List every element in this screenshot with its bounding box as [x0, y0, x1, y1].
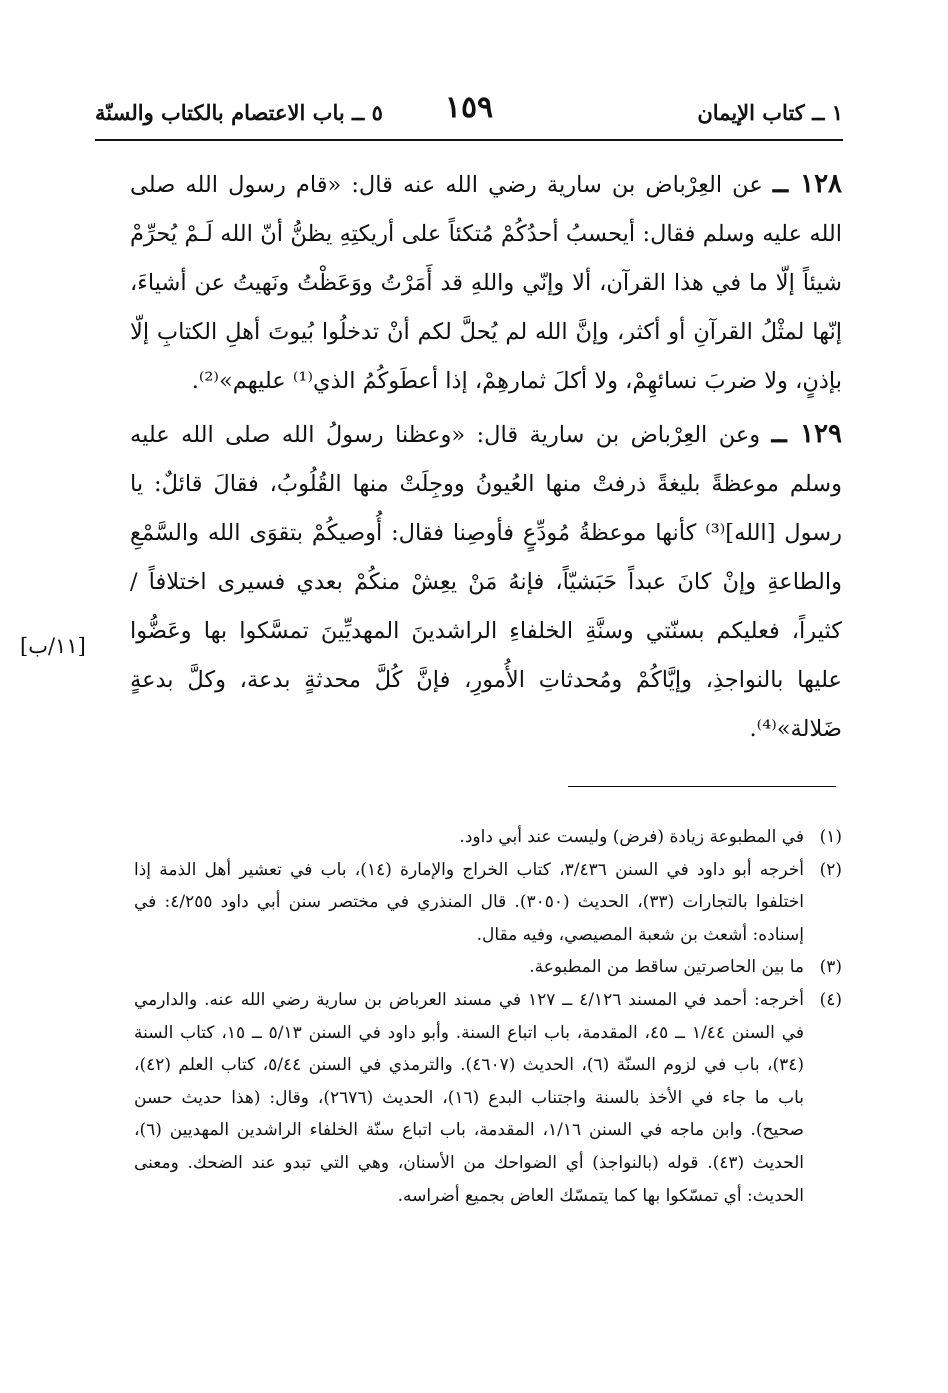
page-number: ١٥٩	[444, 90, 494, 125]
hadith-text: عن العِرْباض بن سارية رضي الله عنه قال: «قام رسول الله صلى الله عليه وسلم فقال: أيحسبُ أحدُكُمْ مُتكئاً على أريكتِهِ يظنُّ أنّ الله لَـمْ يُحرِّمْ شيئاً إلّا ما في هذا القرآن، ألا وإنّي واللهِ قد أَمَرْتُ ووَعَظْتُ ونَهيتُ عن أشياءَ، إنّها لمثْلُ القرآنِ أو أكثر، وإنَّ الله لم يُحلَّ لكم أنْ تدخلُوا بُيوتَ أهلِ الكتابِ إلّا بإذنٍ، ولا ضربَ نسائهِمْ، ولا أكلَ ثمارهِمْ، إذا أعطَوكُمُ الذي⁽¹⁾ عليهم»⁽²⁾.	[130, 172, 842, 394]
footnotes	[134, 821, 842, 1212]
footnote	[134, 854, 842, 952]
hadith-paragraph	[130, 160, 842, 406]
footnote-text: في المطبوعة زيادة (فرض) وليست عند أبي داود.	[459, 827, 804, 847]
footnote-text: ما بين الحاصرتين ساقط من المطبوعة.	[529, 957, 804, 978]
hadith-paragraph	[130, 410, 842, 754]
footnote-divider	[568, 786, 836, 787]
header-chapter-title: ٥ ــ باب الاعتصام بالكتاب والسنّة	[95, 100, 383, 125]
hadith-number: ١٢٨ ــ	[772, 169, 843, 199]
footnote-text: أخرجه: أحمد في المسند ٤/١٢٦ ــ ١٢٧ في مسند العرباض بن سارية رضي الله عنه. والدارمي في السنن ١/٤٤ ــ ٤٥، المقدمة، باب اتباع السنة. وأبو داود في السنن ٥/١٣ ــ ١٥، كتاب السنة (٣٤)، باب في لزوم السنّة (٦)، الحديث (٤٦٠٧). والترمذي في السنن ٥/٤٤، كتاب العلم (٤٢)، باب ما جاء في الأخذ بالسنة واجتناب البدع (١٦)، الحديث (٢٦٧٦)، وقال: (هذا حديث حسن صحيح). وابن ماجه في السنن ١/١٦، المقدمة، باب اتباع سنّة الخلفاء الراشدين المهديين (٦)، الحديث (٤٣). قوله (بالنواجذ) أي الضواحك من الأسنان، وهي التي تبدو عند الضحك. ومعنى الحديث: أي تمسّكوا بها كما يتمسّك العاض بجميع أضراسه.	[134, 989, 804, 1206]
hadith-text: وعن العِرْباض بن سارية قال: «وعظنا رسولُ الله صلى الله عليه وسلم موعظةً بليغةً ذرفتْ منها العُيونُ ووجِلَتْ منها القُلُوبُ، فقالَ قائلٌ: يا رسول [الله]⁽³⁾ كأنها موعظةُ مُودِّعٍ فأوصِنا فقال: أُوصيكُمْ بتقوَى الله والسَّمْعِ والطاعةِ وإنْ كانَ عبداً حَبَشيّاً، فإنهُ مَنْ يعِشْ منكُمْ بعدي فسيرى اختلافاً / كثيراً، فعليكم بسنّتي وسنَّةِ الخلفاءِ الراشدينَ المهديِّينَ تمسَّكوا بها وعَضُّوا عليها بالنواجذِ، وإيَّاكُمْ ومُحدثاتِ الأُمورِ، فإنَّ كُلَّ محدثةٍ بدعة، وكلَّ بدعةٍ ضَلالة»⁽⁴⁾.	[130, 422, 842, 742]
header-divider	[95, 139, 843, 141]
footnote-number: (٤)	[819, 989, 842, 1010]
footnote	[134, 951, 842, 984]
footnote	[134, 984, 842, 1212]
footnote-number: (٣)	[819, 957, 842, 978]
footnote-number: (٢)	[819, 859, 842, 880]
footnote-number: (١)	[819, 827, 842, 847]
footnote-text: أخرجه أبو داود في السنن ٣/٤٣٦، كتاب الخراج والإمارة (١٤)، باب في تعشير أهل الذمة إذا اختلفوا بالتجارات (٣٣)، الحديث (٣٠٥٠). قال المنذري في مختصر سنن أبي داود ٤/٢٥٥: في إسناده: أشعث بن شعبة المصيصي، وفيه مقال.	[134, 859, 805, 945]
header-book-title: ١ ــ كتاب الإيمان	[697, 100, 843, 125]
main-text	[130, 160, 842, 754]
manuscript-folio-note: [١١/ب]	[20, 634, 86, 658]
footnote	[134, 821, 842, 854]
hadith-number: ١٢٩ ــ	[771, 419, 842, 449]
running-header	[95, 86, 843, 136]
